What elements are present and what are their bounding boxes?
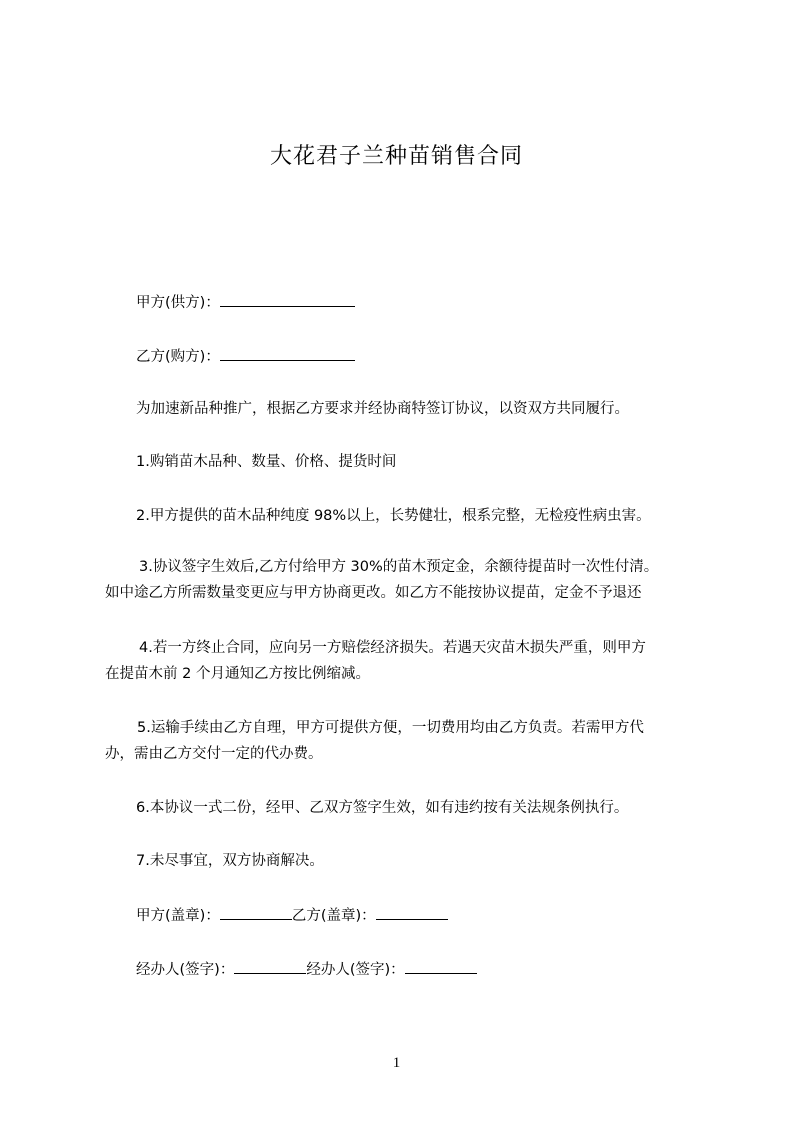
seal-a-label: 甲方(盖章)： xyxy=(136,908,220,924)
clause-1: 1.购销苗木品种、数量、价格、提货时间 xyxy=(136,454,397,470)
seal-line xyxy=(136,905,448,926)
clause-7: 7.未尽事宜，双方协商解决。 xyxy=(136,853,324,869)
seal-a-blank xyxy=(220,905,292,920)
party-b-line xyxy=(136,346,355,367)
clause-3-line-2: 如中途乙方所需数量变更应与甲方协商更改。如乙方不能按协议提苗，定金不予退还 xyxy=(105,585,642,601)
clause-4-line-2: 在提苗木前 2 个月通知乙方按比例缩减。 xyxy=(105,666,370,682)
clause-4-line-1: 4.若一方终止合同，应向另一方赔偿经济损失。若遇天灾苗木损失严重，则甲方 xyxy=(139,640,646,656)
clause-3-line-1: 3.协议签字生效后,乙方付给甲方 30%的苗木预定金，余额待提苗时一次性付清。 xyxy=(139,559,659,575)
agent-a-label: 经办人(签字)： xyxy=(136,962,235,978)
agent-line xyxy=(136,959,477,980)
party-b-label: 乙方(购方)： xyxy=(136,349,220,365)
clause-5-line-1: 5.运输手续由乙方自理，甲方可提供方便，一切费用均由乙方负责。若需甲方代 xyxy=(137,720,644,736)
party-b-blank xyxy=(220,346,355,361)
clause-2: 2.甲方提供的苗木品种纯度 98%以上，长势健壮，根系完整，无检疫性病虫害。 xyxy=(136,508,651,524)
party-a-label: 甲方(供方)： xyxy=(136,295,220,311)
clause-5-line-2: 办，需由乙方交付一定的代办费。 xyxy=(105,746,323,762)
seal-b-label: 乙方(盖章)： xyxy=(291,908,376,924)
party-a-blank xyxy=(220,292,355,307)
intro-paragraph: 为加速新品种推广，根据乙方要求并经协商特签订协议，以资双方共同履行。 xyxy=(136,401,629,417)
seal-b-blank xyxy=(376,905,448,920)
agent-b-label: 经办人(签字)： xyxy=(306,962,405,978)
clause-6: 6.本协议一式二份，经甲、乙双方签字生效，如有违约按有关法规条例执行。 xyxy=(136,800,629,816)
page-number: 1 xyxy=(392,1055,401,1071)
agent-b-blank xyxy=(405,959,477,974)
agent-a-blank xyxy=(234,959,306,974)
party-a-line xyxy=(136,292,355,313)
document-title: 大花君子兰种苗销售合同 xyxy=(269,144,523,169)
